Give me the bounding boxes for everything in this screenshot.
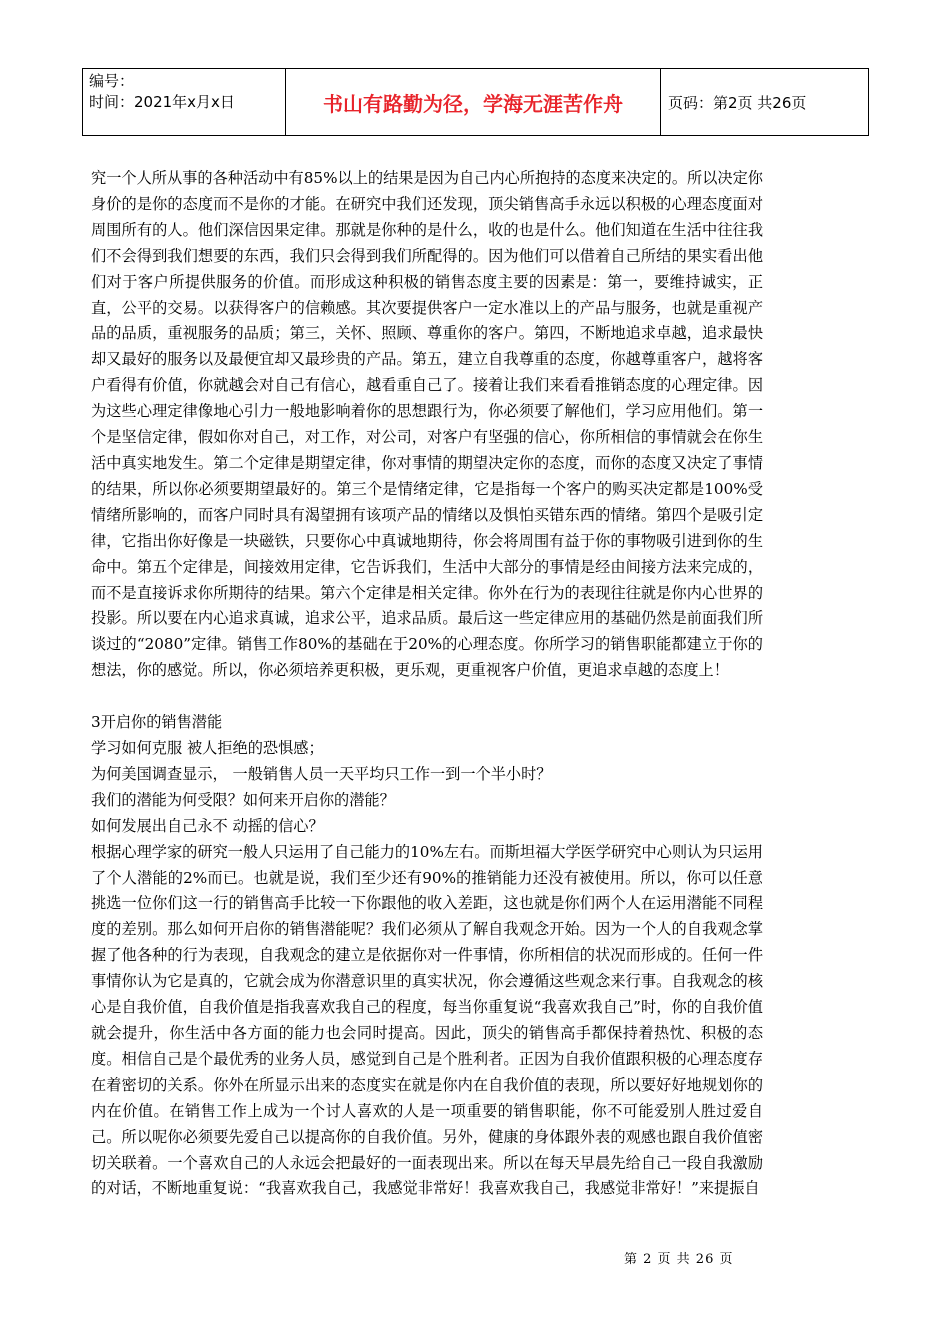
document-body — [91, 166, 763, 1202]
header-page-number: 页码：第2页 共26页 — [668, 93, 807, 112]
question-line: 如何发展出自己永不 动摇的信心？ — [91, 816, 324, 835]
body-paragraph: 究一个人所从事的各种活动中有85%以上的结果是因为自己内心所抱持的态度来决定的。所以决定你身价的是你的态度而不是你的才能。在研究中我们还发现，顶尖销售高手永远以积极的心理态度面对周围所有的人。他们深信因果定律。那就是你种的是什么，收的也是什么。他们知道在生活中往往我们不会得到我们想要的东西，我们只会得到我们所配得的。因为他们可以借着自己所结的果实看出他们对于客户所提供服务的价值。而形成这种积极的销售态度主要的因素是：第一，要维持诚实，正直，公平的交易。以获得客户的信赖感。其次要提供客户一定水准以上的产品与服务，也就是重视产品的品质，重视服务的品质；第三，关怀、照顾、尊重你的客户。第四，不断地追求卓越，追求最快却又最好的服务以及最便宜却又最珍贵的产品。第五，建立自我尊重的态度，你越尊重客户，越将客户看得有价值，你就越会对自己有信心，越看重自己了。接着让我们来看看推销态度的心理定律。因为这些心理定律像地心引力一般地影响着你的思想跟行为，你必须要了解他们，学习应用他们。第一个是坚信定律，假如你对自己，对工作，对公司，对客户有坚强的信心，你所相信的事情就会在你生活中真实地发生。第二个定律是期望定律，你对事情的期望决定你的态度，而你的态度又决定了事情的结果，所以你必须要期望最好的。第三个是情绪定律，它是指每一个客户的购买决定都是100%受情绪所影响的，而客户同时具有渴望拥有该项产品的情绪以及惧怕买错东西的情绪。第四个是吸引定律，它指出你好像是一块磁铁，只要你心中真诚地期待，你会将周围有益于你的事物吸引进到你的生命中。第五个定律是，间接效用定律，它告诉我们，生活中大部分的事情是经由间接方法来完成的，而不是直接诉求你所期待的结果。第六个定律是相关定律。你外在行为的表现往往就是你内心世界的投影。所以要在内心追求真诚，追求公平，追求品质。最后这一些定律应用的基础仍然是前面我们所谈过的“2080”定律。销售工作80%的基础在于20%的心理态度。你所学习的销售职能都建立于你的想法，你的感觉。所以，你必须培养更积极，更乐观，更重视客户价值，更追求卓越的态度上！ — [91, 169, 763, 680]
document-number-label: 编号： — [89, 72, 135, 90]
body-paragraph: 根据心理学家的研究一般人只运用了自己能力的10%左右。而斯坦福大学医学研究中心则认为只运用了个人潜能的2%而已。也就是说，我们至少还有90%的推销能力还没有被使用。所以，你可以任意挑选一位你们这一行的销售高手比较一下你跟他的收入差距，这也就是你们两个人在运用潜能不同程度的差别。那么如何开启你的销售潜能呢？我们必须从了解自我观念开始。因为一个人的自我观念掌握了他各种的行为表现，自我观念的建立是依据你对一件事情，你所相信的状况而形成的。任何一件事情你认为它是真的，它就会成为你潜意识里的真实状况，你会遵循这些观念来行事。自我观念的核心是自我价值，自我价值是指我喜欢我自己的程度，每当你重复说“我喜欢我自己”时，你的自我价值就会提升，你生活中各方面的能力也会同时提高。因此，顶尖的销售高手都保持着热忱、积极的态度。相信自己是个最优秀的业务人员，感觉到自己是个胜利者。正因为自我价值跟积极的心理态度存在着密切的关系。你外在所显示出来的态度实在就是你内在自我价值的表现，所以要好好地规划你的内在价值。在销售工作上成为一个讨人喜欢的人是一项重要的销售职能，你不可能爱别人胜过爱自己。所以呢你必须要先爱自己以提高你的自我价值。另外，健康的身体跟外表的观感也跟自我价值密切关联着。一个喜欢自己的人永远会把最好的一面表现出来。所以在每天早晨先给自己一段自我激励的对话，不断地重复说：“我喜欢我自己，我感觉非常好！我喜欢我自己，我感觉非常好！”来提振自 — [91, 842, 763, 1198]
header-meta — [83, 69, 286, 135]
question-line: 为何美国调查显示， 一般销售人员一天平均只工作一到一个半小时？ — [91, 764, 552, 783]
document-date: 时间：2021年x月x日 — [89, 93, 235, 111]
question-line: 学习如何克服 被人拒绝的恐惧感； — [91, 739, 324, 758]
question-line: 我们的潜能为何受限？如何来开启你的潜能？ — [91, 790, 395, 809]
header-motto: 书山有路勤为径，学海无涯苦作舟 — [286, 69, 661, 135]
page-header — [82, 68, 869, 136]
page-footer: 第 2 页 共 26 页 — [624, 1252, 734, 1267]
section-heading: 3开启你的销售潜能 — [91, 713, 223, 732]
